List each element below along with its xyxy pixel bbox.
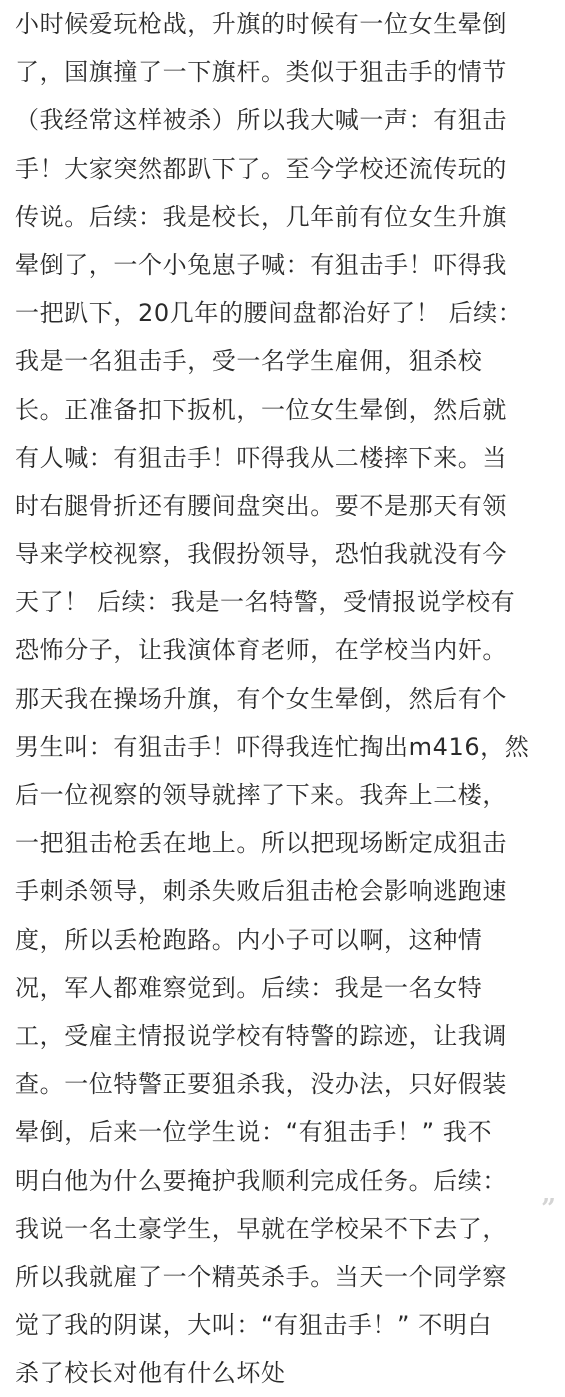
post-line: 小时候爱玩枪战，升旗的时候有一位女生晕倒: [15, 10, 507, 38]
post-line: 所以我就雇了一个精英杀手。当天一个同学察: [15, 1262, 507, 1291]
post-line: 天了！ 后续：我是一名特警，受情报说学校有: [15, 588, 516, 617]
post-line: 导来学校视察，我假扮领导，恐怕我就没有今: [15, 540, 507, 569]
post-line: 手刺杀领导，刺杀失败后狙击枪会影响逃跑速: [15, 877, 507, 906]
close-quote-icon: ”: [541, 1194, 556, 1224]
post-line: 查。一位特警正要狙杀我，没办法，只好假装: [15, 1070, 507, 1099]
post-line: 我说一名土豪学生，早就在学校呆不下去了，: [15, 1214, 507, 1243]
post-line: 长。正准备扣下扳机，一位女生晕倒，然后就: [15, 395, 507, 424]
post-line: 晕倒，后来一位学生说：“有狙击手！” 我不: [15, 1118, 493, 1147]
post-line: （我经常这样被杀）所以我大喊一声：有狙击: [15, 106, 507, 135]
post-line: 恐怖分子，让我演体育老师，在学校当内奸。: [15, 636, 507, 665]
post-line: 工，受雇主情报说学校有特警的踪迹，让我调: [15, 1021, 507, 1050]
post-line: 晕倒了，一个小兔崽子喊：有狙击手！吓得我: [15, 250, 507, 279]
post-line: 那天我在操场升旗，有个女生晕倒，然后有个: [15, 684, 507, 713]
post-line: 觉了我的阴谋，大叫：“有狙击手！” 不明白: [15, 1311, 493, 1340]
post-line: 手！大家突然都趴下了。至今学校还流传玩的: [15, 154, 507, 183]
post-line: 一把狙击枪丢在地上。所以把现场断定成狙击: [15, 829, 507, 858]
post-line: 后一位视察的领导就摔了下来。我奔上二楼，: [15, 781, 507, 809]
post-line: 男生叫：有狙击手！吓得我连忙掏出m416，然: [15, 732, 530, 761]
post-line: 况，军人都难察觉到。后续：我是一名女特: [15, 973, 483, 1002]
post-line: 明白他为什么要掩护我顺利完成任务。后续：: [15, 1166, 507, 1195]
post-body: [15, 0, 555, 1397]
post-line: 杀了校长对他有什么坏处: [15, 1359, 286, 1388]
post-line: 我是一名狙击手，受一名学生雇佣，狙杀校: [15, 347, 483, 376]
post-line: 度，所以丢枪跑路。内小子可以啊，这种情: [15, 925, 483, 954]
post-line: 时右腿骨折还有腰间盘突出。要不是那天有领: [15, 491, 507, 520]
post-line: 有人喊：有狙击手！吓得我从二楼摔下来。当: [15, 443, 507, 472]
post-line: 了，国旗撞了一下旗杆。类似于狙击手的情节: [15, 58, 507, 87]
post-line: 传说。后续：我是校长，几年前有位女生升旗: [15, 202, 507, 231]
post-line: 一把趴下，20几年的腰间盘都治好了！ 后续：: [15, 299, 523, 328]
